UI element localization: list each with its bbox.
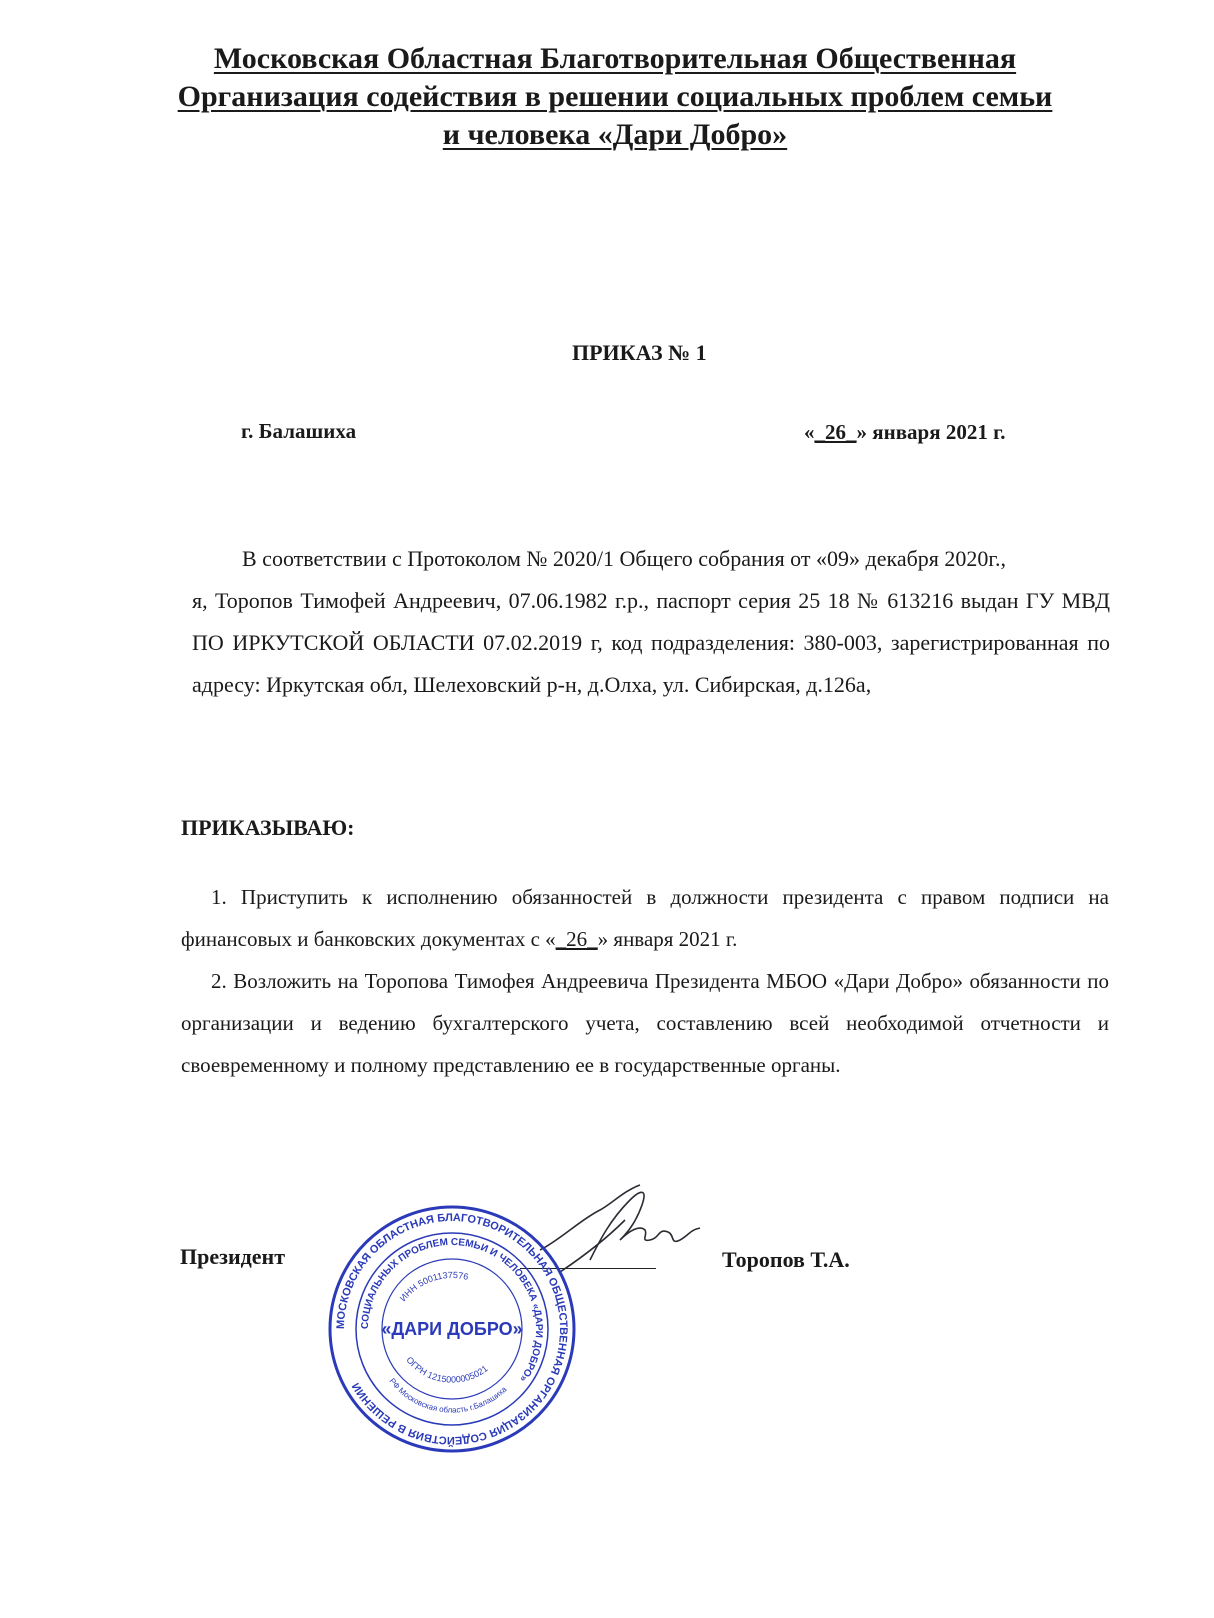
- seal-outer-text: МОСКОВСКАЯ ОБЛАСТНАЯ БЛАГОТВОРИТЕЛЬНАЯ ОБЩЕСТВЕННАЯ ОРГАНИЗАЦИЯ СОДЕЙСТВИЯ В РЕШЕНИИ: [334, 1211, 570, 1447]
- organization-header: [150, 40, 1080, 154]
- date-day: _26_: [814, 420, 857, 444]
- header-line-3: и человека «Дари Добро»: [442, 118, 788, 151]
- signatory-position: Президент: [180, 1244, 286, 1269]
- decree-item-1: [181, 876, 1109, 960]
- header-line-2: Организация содействия в решении социальных проблем семьи: [177, 80, 1053, 113]
- item-1-day: _26_: [555, 927, 598, 951]
- decree-items: [181, 876, 1109, 1086]
- order-date: [804, 420, 1006, 445]
- date-open-quote: «: [804, 420, 815, 444]
- seal-address: РФ Московская область г.Балашиха: [387, 1376, 509, 1415]
- preamble: [192, 538, 1110, 706]
- organization-seal: [327, 1204, 577, 1454]
- decree-label: ПРИКАЗЫВАЮ:: [181, 815, 355, 840]
- item-1-date-rest: » января 2021 г.: [597, 927, 738, 951]
- item-1-text: 1. Приступить к исполнению обязанностей в должности президента с правом подписи на финансовых и банковских документах с «: [181, 885, 1109, 951]
- decree-item-2: 2. Возложить на Торопова Тимофея Андреевича Президента МБОО «Дари Добро» обязанности по организации и ведению бухгалтерского учета, составлению всей необходимой отчетности и своевременному и полному представлению ее в государственные органы.: [181, 969, 1109, 1077]
- seal-inn: ИНН 5001137576: [397, 1269, 470, 1304]
- order-city: г. Балашиха: [241, 419, 357, 443]
- order-title: ПРИКАЗ № 1: [572, 340, 707, 365]
- seal-center-text: «ДАРИ ДОБРО»: [381, 1319, 523, 1339]
- seal-inner-text: СОЦИАЛЬНЫХ ПРОБЛЕМ СЕМЬИ И ЧЕЛОВЕКА «ДАРИ ДОБРО»: [359, 1236, 545, 1384]
- preamble-line-1: В соответствии с Протоколом № 2020/1 Общего собрания от «09» декабря 2020г.,: [242, 546, 1006, 571]
- date-rest: » января 2021 г.: [856, 420, 1006, 444]
- signatory-name: Торопов Т.А.: [722, 1247, 850, 1272]
- header-line-1: Московская Областная Благотворительная Общественная: [213, 42, 1017, 75]
- seal-ogrn: ОГРН 1215000005021: [404, 1354, 490, 1385]
- preamble-line-2: я, Торопов Тимофей Андреевич, 07.06.1982 г.р., паспорт серия 25 18 № 613216 выдан ГУ МВД ПО ИРКУТСКОЙ ОБЛАСТИ 07.02.2019 г, код подразделения: 380-003, зарегистрированная по адресу: Иркутская обл, Шелеховский р-н, д.Олха, ул. Сибирская, д.126а,: [192, 588, 1110, 697]
